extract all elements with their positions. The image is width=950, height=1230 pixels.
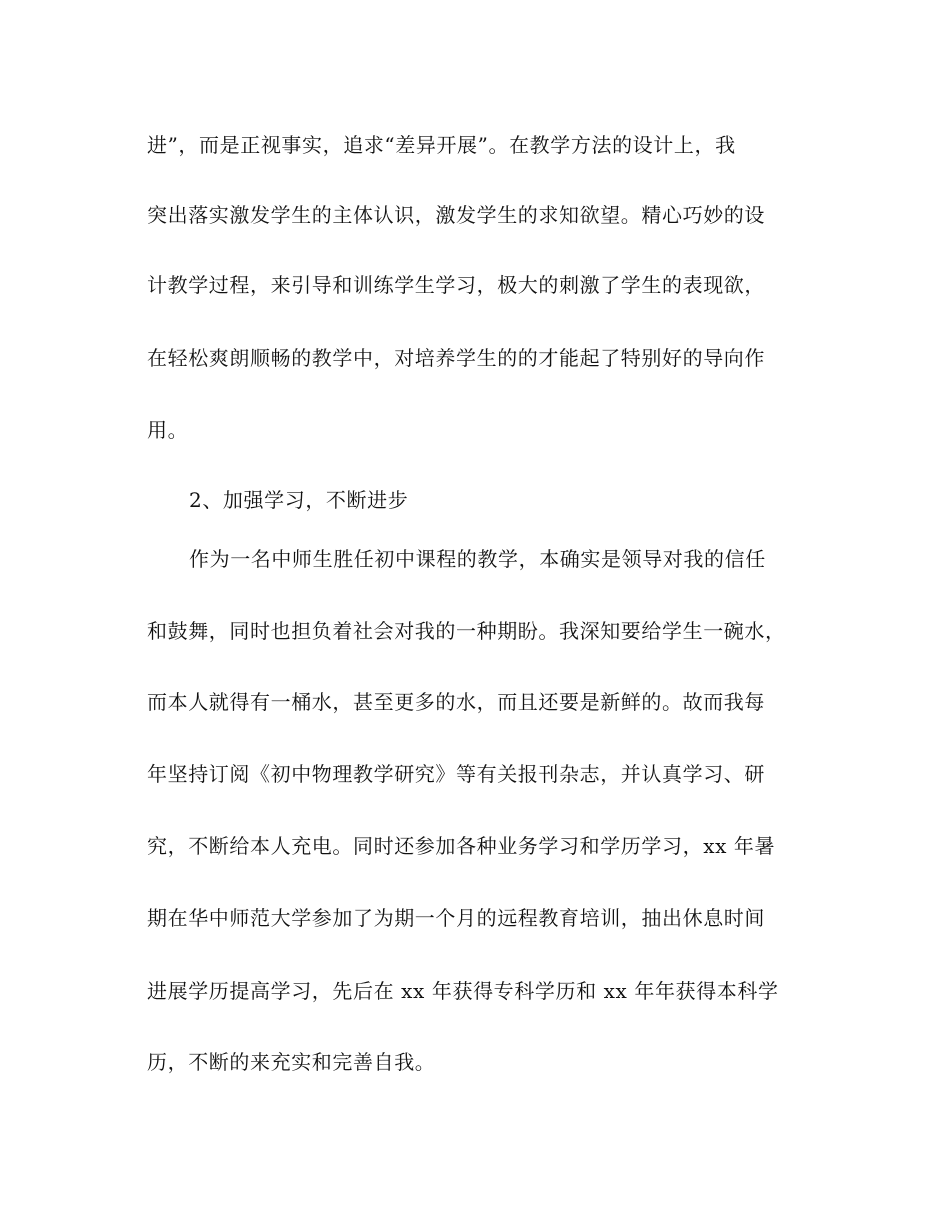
paragraph-2-line-2: 和鼓舞，同时也担负着社会对我的一种期盼。我深知要给学生一碗水，: [147, 619, 786, 643]
paragraph-1-line-3: 计教学过程，来引导和训练学生学习，极大的刺激了学生的表现欲，: [147, 273, 765, 297]
paragraph-2-line-3: 而本人就得有一桶水，甚至更多的水，而且还要是新鲜的。故而我每: [147, 690, 765, 714]
paragraph-1-line-1: 进”，而是正视事实，追求“差异开展”。在教学方法的设计上，我: [147, 133, 736, 157]
paragraph-1-line-4: 在轻松爽朗顺畅的教学中，对培养学生的的才能起了特别好的导向作: [147, 346, 765, 370]
paragraph-2-line-7: 进展学历提高学习，先后在 xx 年获得专科学历和 xx 年年获得本科学: [147, 979, 779, 1003]
section-heading: 2、加强学习，不断进步: [189, 488, 409, 512]
paragraph-2-line-5: 究，不断给本人充电。同时还参加各种业务学习和学历学习，xx 年暑: [147, 834, 776, 858]
paragraph-1-line-5: 用。: [147, 418, 189, 442]
paragraph-2-line-1: 作为一名中师生胜任初中课程的教学，本确实是领导对我的信任: [189, 547, 766, 571]
paragraph-2-line-4: 年坚持订阅《初中物理教学研究》等有关报刊杂志，并认真学习、研: [147, 762, 765, 786]
paragraph-2-line-8: 历，不断的来充实和完善自我。: [147, 1050, 436, 1074]
paragraph-1-line-2: 突出落实激发学生的主体认识，激发学生的求知欲望。精心巧妙的设: [147, 203, 765, 227]
paragraph-2-line-6: 期在华中师范大学参加了为期一个月的远程教育培训，抽出休息时间: [147, 906, 765, 930]
